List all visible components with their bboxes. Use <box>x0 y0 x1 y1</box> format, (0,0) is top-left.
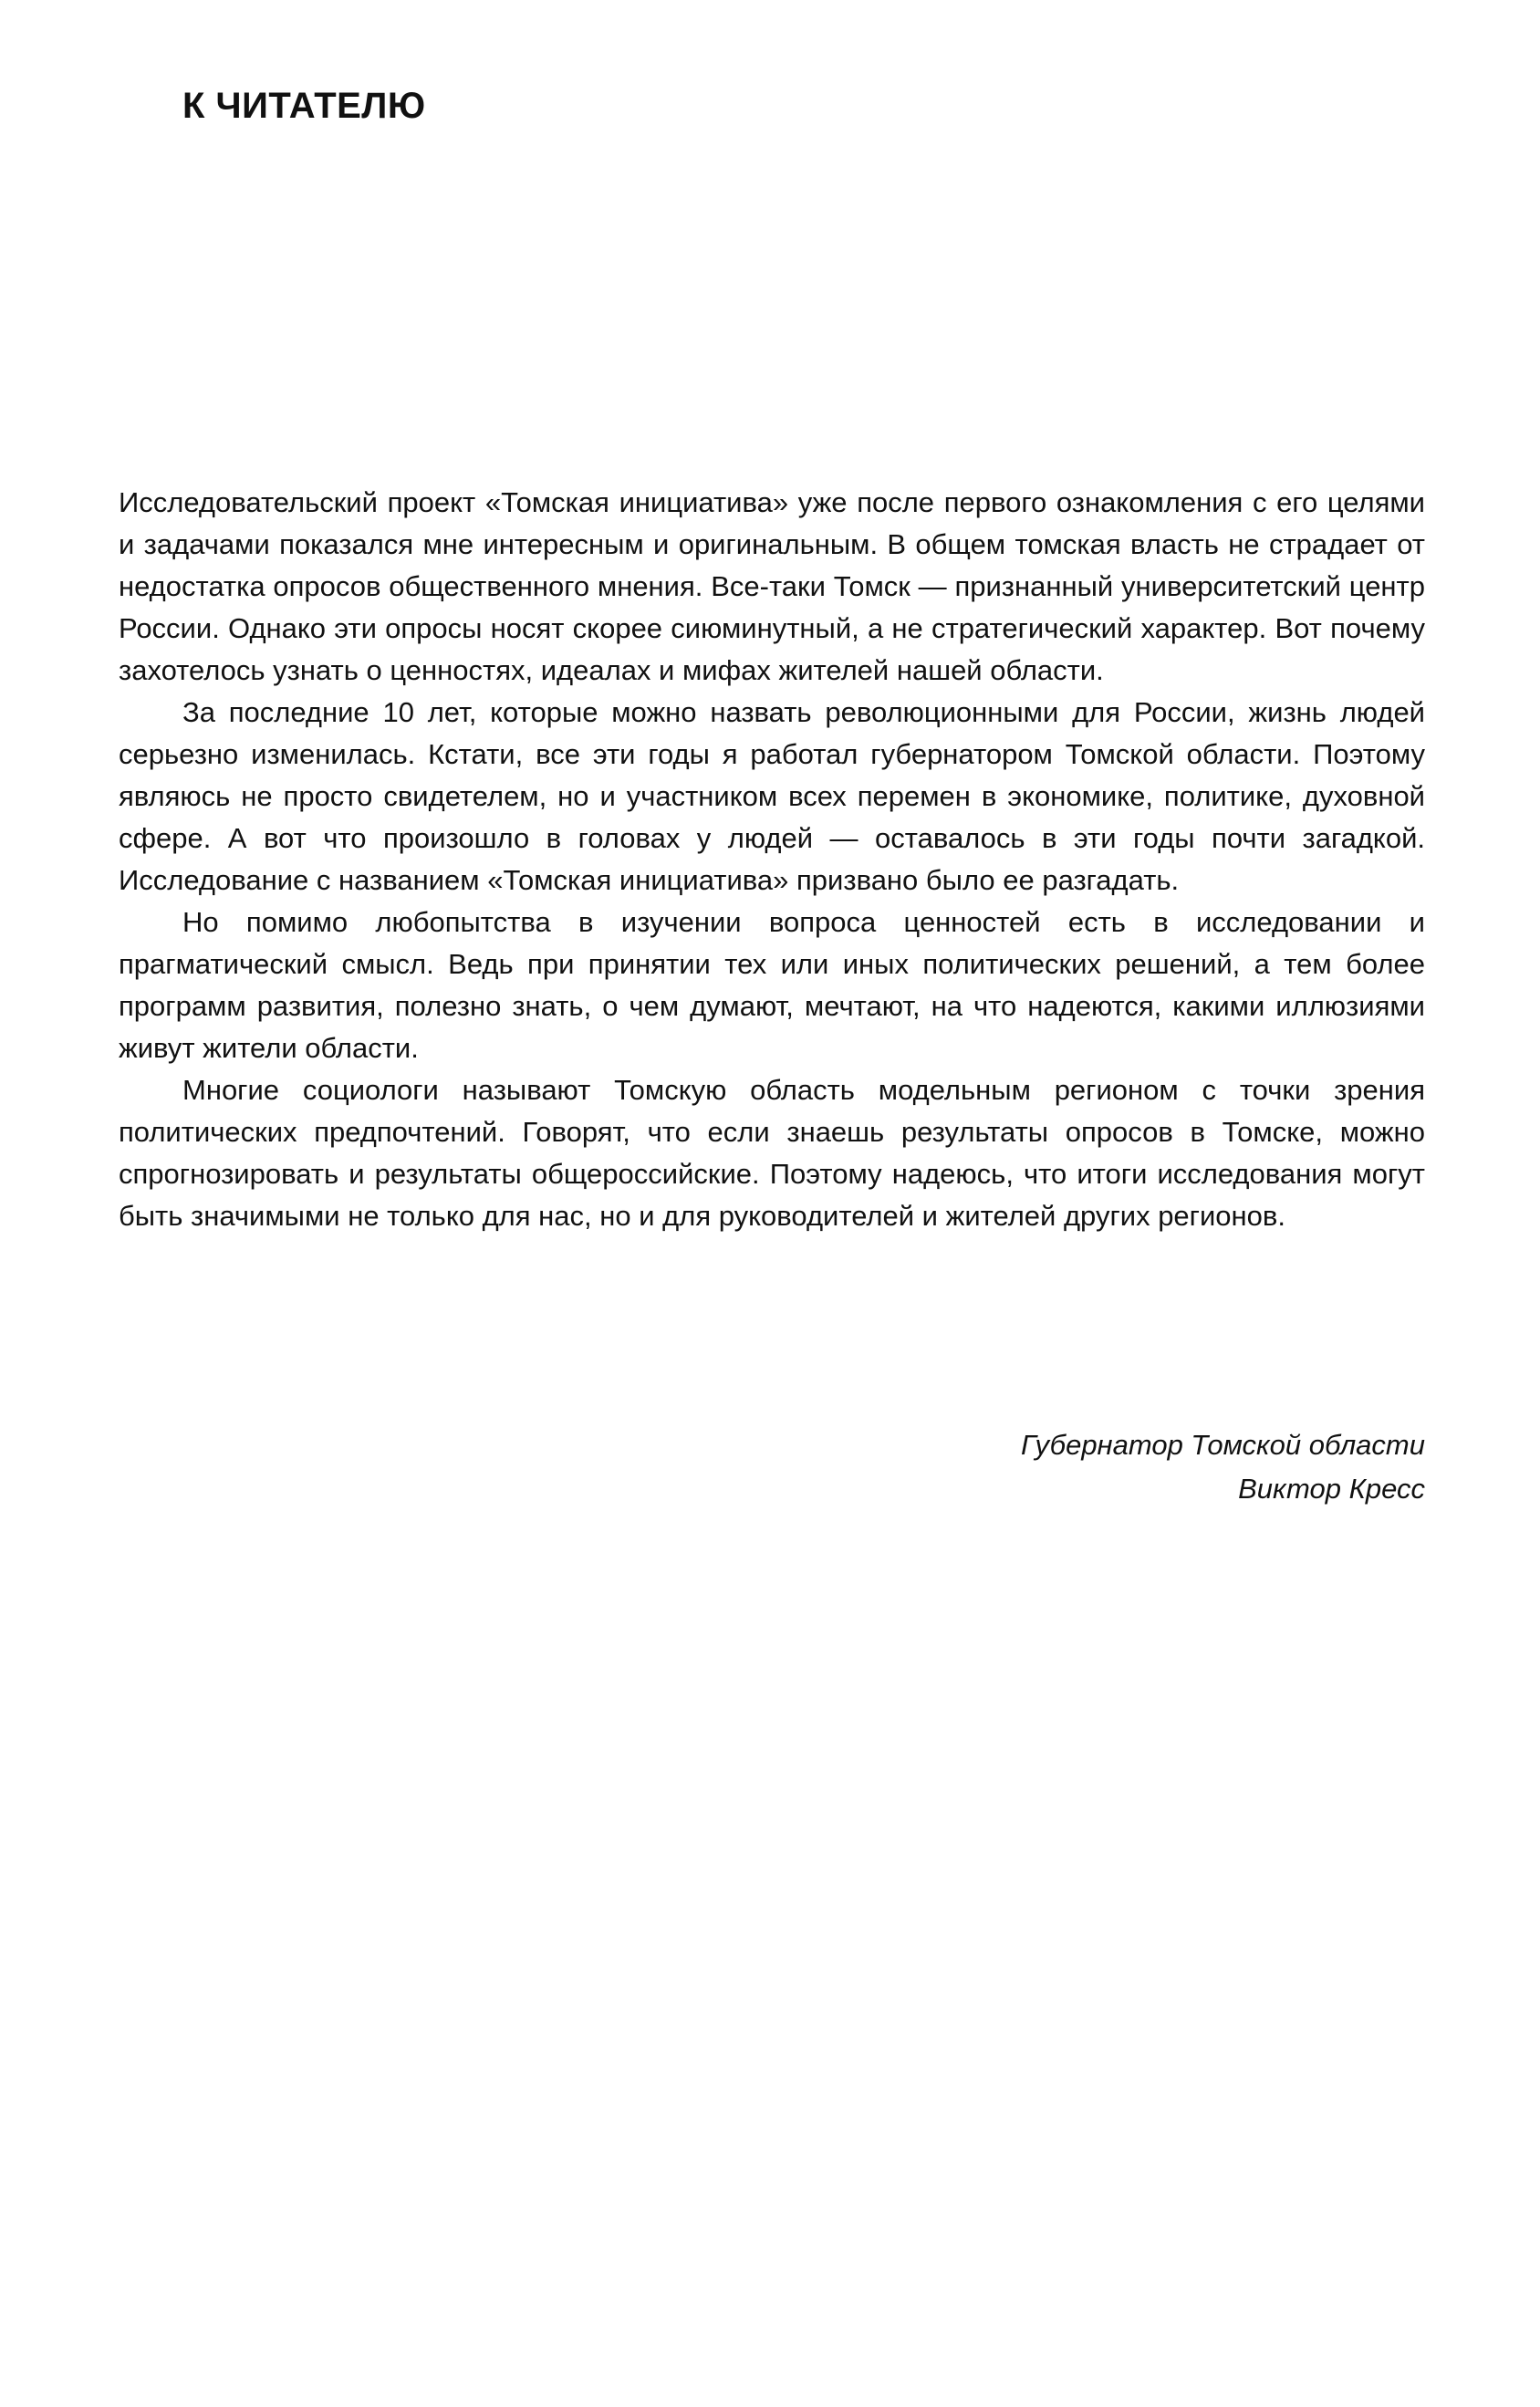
body-text <box>119 482 1425 1237</box>
paragraph-4: Многие социологи называют Томскую область модельным регионом с точки зрения политических предпочтений. Говорят, что если знаешь результаты опросов в Томске, можно спрогнозировать и результаты общероссийские. Поэтому надеюсь, что итоги исследования могут быть значимыми не только для нас, но и для руководителей и жителей других регионов. <box>119 1074 1425 1232</box>
paragraph-1: Исследовательский проект «Томская инициатива» уже после первого ознакомления с его целями и задачами показался мне интересным и оригинальным. В общем томская власть не страдает от недостатка опросов общественного мнения. Все-таки Томск — признанный университетский центр России. Однако эти опросы носят скорее сиюминутный, а не стратегический характер. Вот почему захотелось узнать о ценностях, идеалах и мифах жителей нашей области. <box>119 486 1425 686</box>
signature-name: Виктор Кресс <box>1238 1473 1425 1505</box>
signature-position: Губернатор Томской области <box>1020 1429 1425 1461</box>
paragraph-2: За последние 10 лет, которые можно назвать революционными для России, жизнь людей серьезно изменилась. Кстати, все эти годы я работал губернатором Томской области. Поэтому являюсь не просто свидетелем, но и участником всех перемен в экономике, политике, духовной сфере. А вот что произошло в головах у людей — оставалось в эти годы почти загадкой. Исследование с названием «Томская инициатива» призвано было ее разгадать. <box>119 696 1425 896</box>
paragraph-3: Но помимо любопытства в изучении вопроса ценностей есть в исследовании и прагматический смысл. Ведь при принятии тех или иных политических решений, а тем более программ развития, полезно знать, о чем думают, мечтают, на что надеются, какими иллюзиями живут жители области. <box>119 906 1425 1064</box>
page-title: К ЧИТАТЕЛЮ <box>182 86 426 126</box>
signature-block <box>1021 1423 1425 1511</box>
